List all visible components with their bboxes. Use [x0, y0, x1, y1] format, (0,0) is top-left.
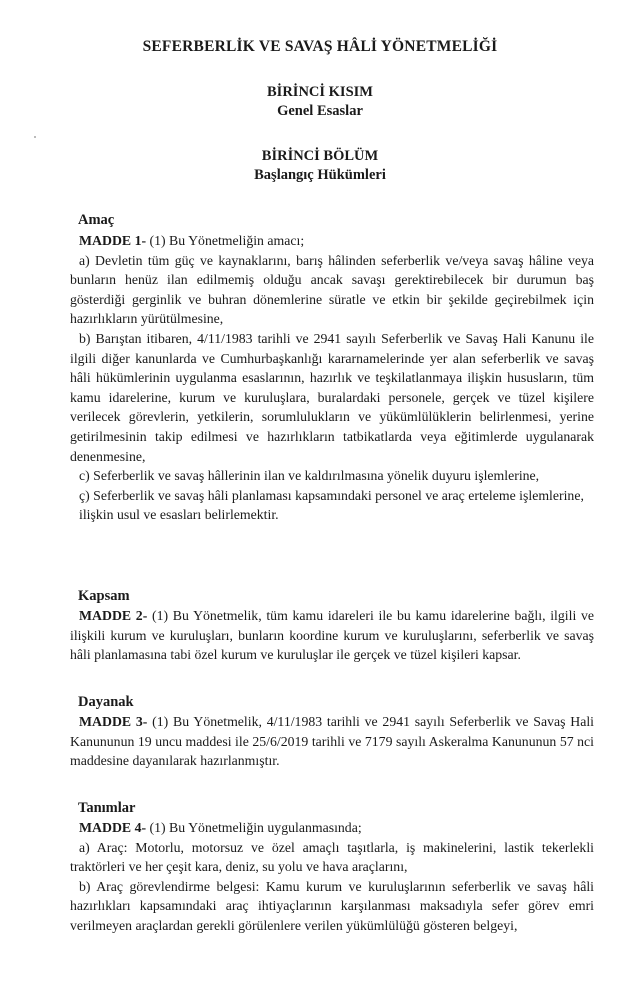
article-1-closing: ilişkin usul ve esasları belirlemektir.: [79, 507, 279, 523]
article-4-item-a: a) Araç: Motorlu, motorsuz ve özel amaçlı taşıtlarla, iş makinelerini, lastik tekerlekli traktörleri ve her çeşit kara, deniz, su yolu ve hava araçlarını,: [70, 839, 594, 875]
part-header: [0, 83, 640, 121]
article-2: [70, 606, 594, 665]
article-1: [70, 231, 594, 525]
chapter-header: [0, 147, 640, 185]
chapter-number: BİRİNCİ BÖLÜM: [261, 148, 379, 164]
document-title: SEFERBERLİK VE SAVAŞ HÂLİ YÖNETMELİĞİ: [142, 38, 498, 55]
section-heading-amac: Amaç: [78, 212, 115, 228]
article-1-item-b: b) Barıştan itibaren, 4/11/1983 tarihli ve 2941 sayılı Seferberlik ve Savaş Hali Kanunu ile ilgili diğer kanunlarda ve Cumhurbaşkanlığı kararnamelerinde yer alan seferberlik ve savaş hâli hükümlerinin uygulanma esaslarının, hazırlık ve teşkilatlanmaya ilişkin hususların, tüm kamu idarelerine, kurum ve kuruluşlara, buralardaki personele, gerçek ve tüzel kişilere verilecek görevlerin, yetkilerin, sorumlulukların ve yükümlülüklerin belirlenmesi, yerine getirilmesinin takip edilmesi ve hazırlıkların tatbikatlarda veya eğitimlerde uygulanarak denenmesine,: [70, 330, 594, 464]
article-1-item-c: c) Seferberlik ve savaş hâllerinin ilan ve kaldırılmasına yönelik duyuru işlemlerine,: [79, 468, 540, 484]
article-2-number: MADDE 2-: [79, 608, 148, 623]
article-4: [70, 818, 594, 936]
article-3: [70, 712, 594, 771]
article-4-item-b: b) Araç görevlendirme belgesi: Kamu kurum ve kuruluşlarının seferberlik ve savaş hâli hazırlıkları kapsamındaki araç ihtiyaçlarının karşılanması maksadıyla sefer görev emri verilmeyen araçlardan gerekli görülenlere verilen yükümlülüğü gösteren belgeyi,: [70, 878, 594, 933]
section-heading-dayanak: Dayanak: [78, 694, 134, 710]
article-3-number: MADDE 3-: [79, 714, 148, 729]
article-2-text: (1) Bu Yönetmelik, tüm kamu idareleri ile bu kamu idarelerine bağlı, ilgili ve ilişkili kurum ve kuruluşları, bunların koordine kurum ve kuruluşlarını, seferberlik ve savaş hâli planlamasına tabi özel kurum ve kuruluşlar ile gerçek ve tüzel kişileri kapsar.: [70, 608, 594, 663]
article-3-text: (1) Bu Yönetmelik, 4/11/1983 tarihli ve 2941 sayılı Seferberlik ve Savaş Hali Kanununun 19 uncu maddesi ile 25/6/2019 tarihli ve 7179 sayılı Askeralma Kanununun 57 nci maddesine dayanılarak hazırlanmıştır.: [70, 714, 594, 769]
article-1-number: MADDE 1-: [79, 233, 147, 248]
section-heading-tanimlar: Tanımlar: [78, 800, 136, 816]
article-1-item-cc: ç) Seferberlik ve savaş hâli planlaması kapsamındaki personel ve araç erteleme işlemlerine,: [79, 487, 584, 503]
chapter-name: Başlangıç Hükümleri: [254, 167, 386, 183]
part-name: Genel Esaslar: [277, 103, 363, 119]
article-4-intro: (1) Bu Yönetmeliğin uygulanmasında;: [146, 820, 362, 835]
article-4-number: MADDE 4-: [79, 820, 147, 835]
article-1-item-a: a) Devletin tüm güç ve kaynaklarını, barış hâlinden seferberlik ve/veya savaş hâline veya bunların henüz ilan edilmemiş olduğu ancak savaşı gerektirebilecek bir durumun baş gösterdiği gerginlik ve buhran dönemlerine süratle ve etkin bir şekilde geçirebilmek için hazırlıkların yürütülmesine,: [70, 252, 594, 327]
section-heading-kapsam: Kapsam: [78, 588, 130, 604]
article-1-intro: (1) Bu Yönetmeliğin amacı;: [146, 233, 305, 248]
part-number: BİRİNCİ KISIM: [267, 84, 373, 100]
scan-speck: [34, 136, 36, 138]
